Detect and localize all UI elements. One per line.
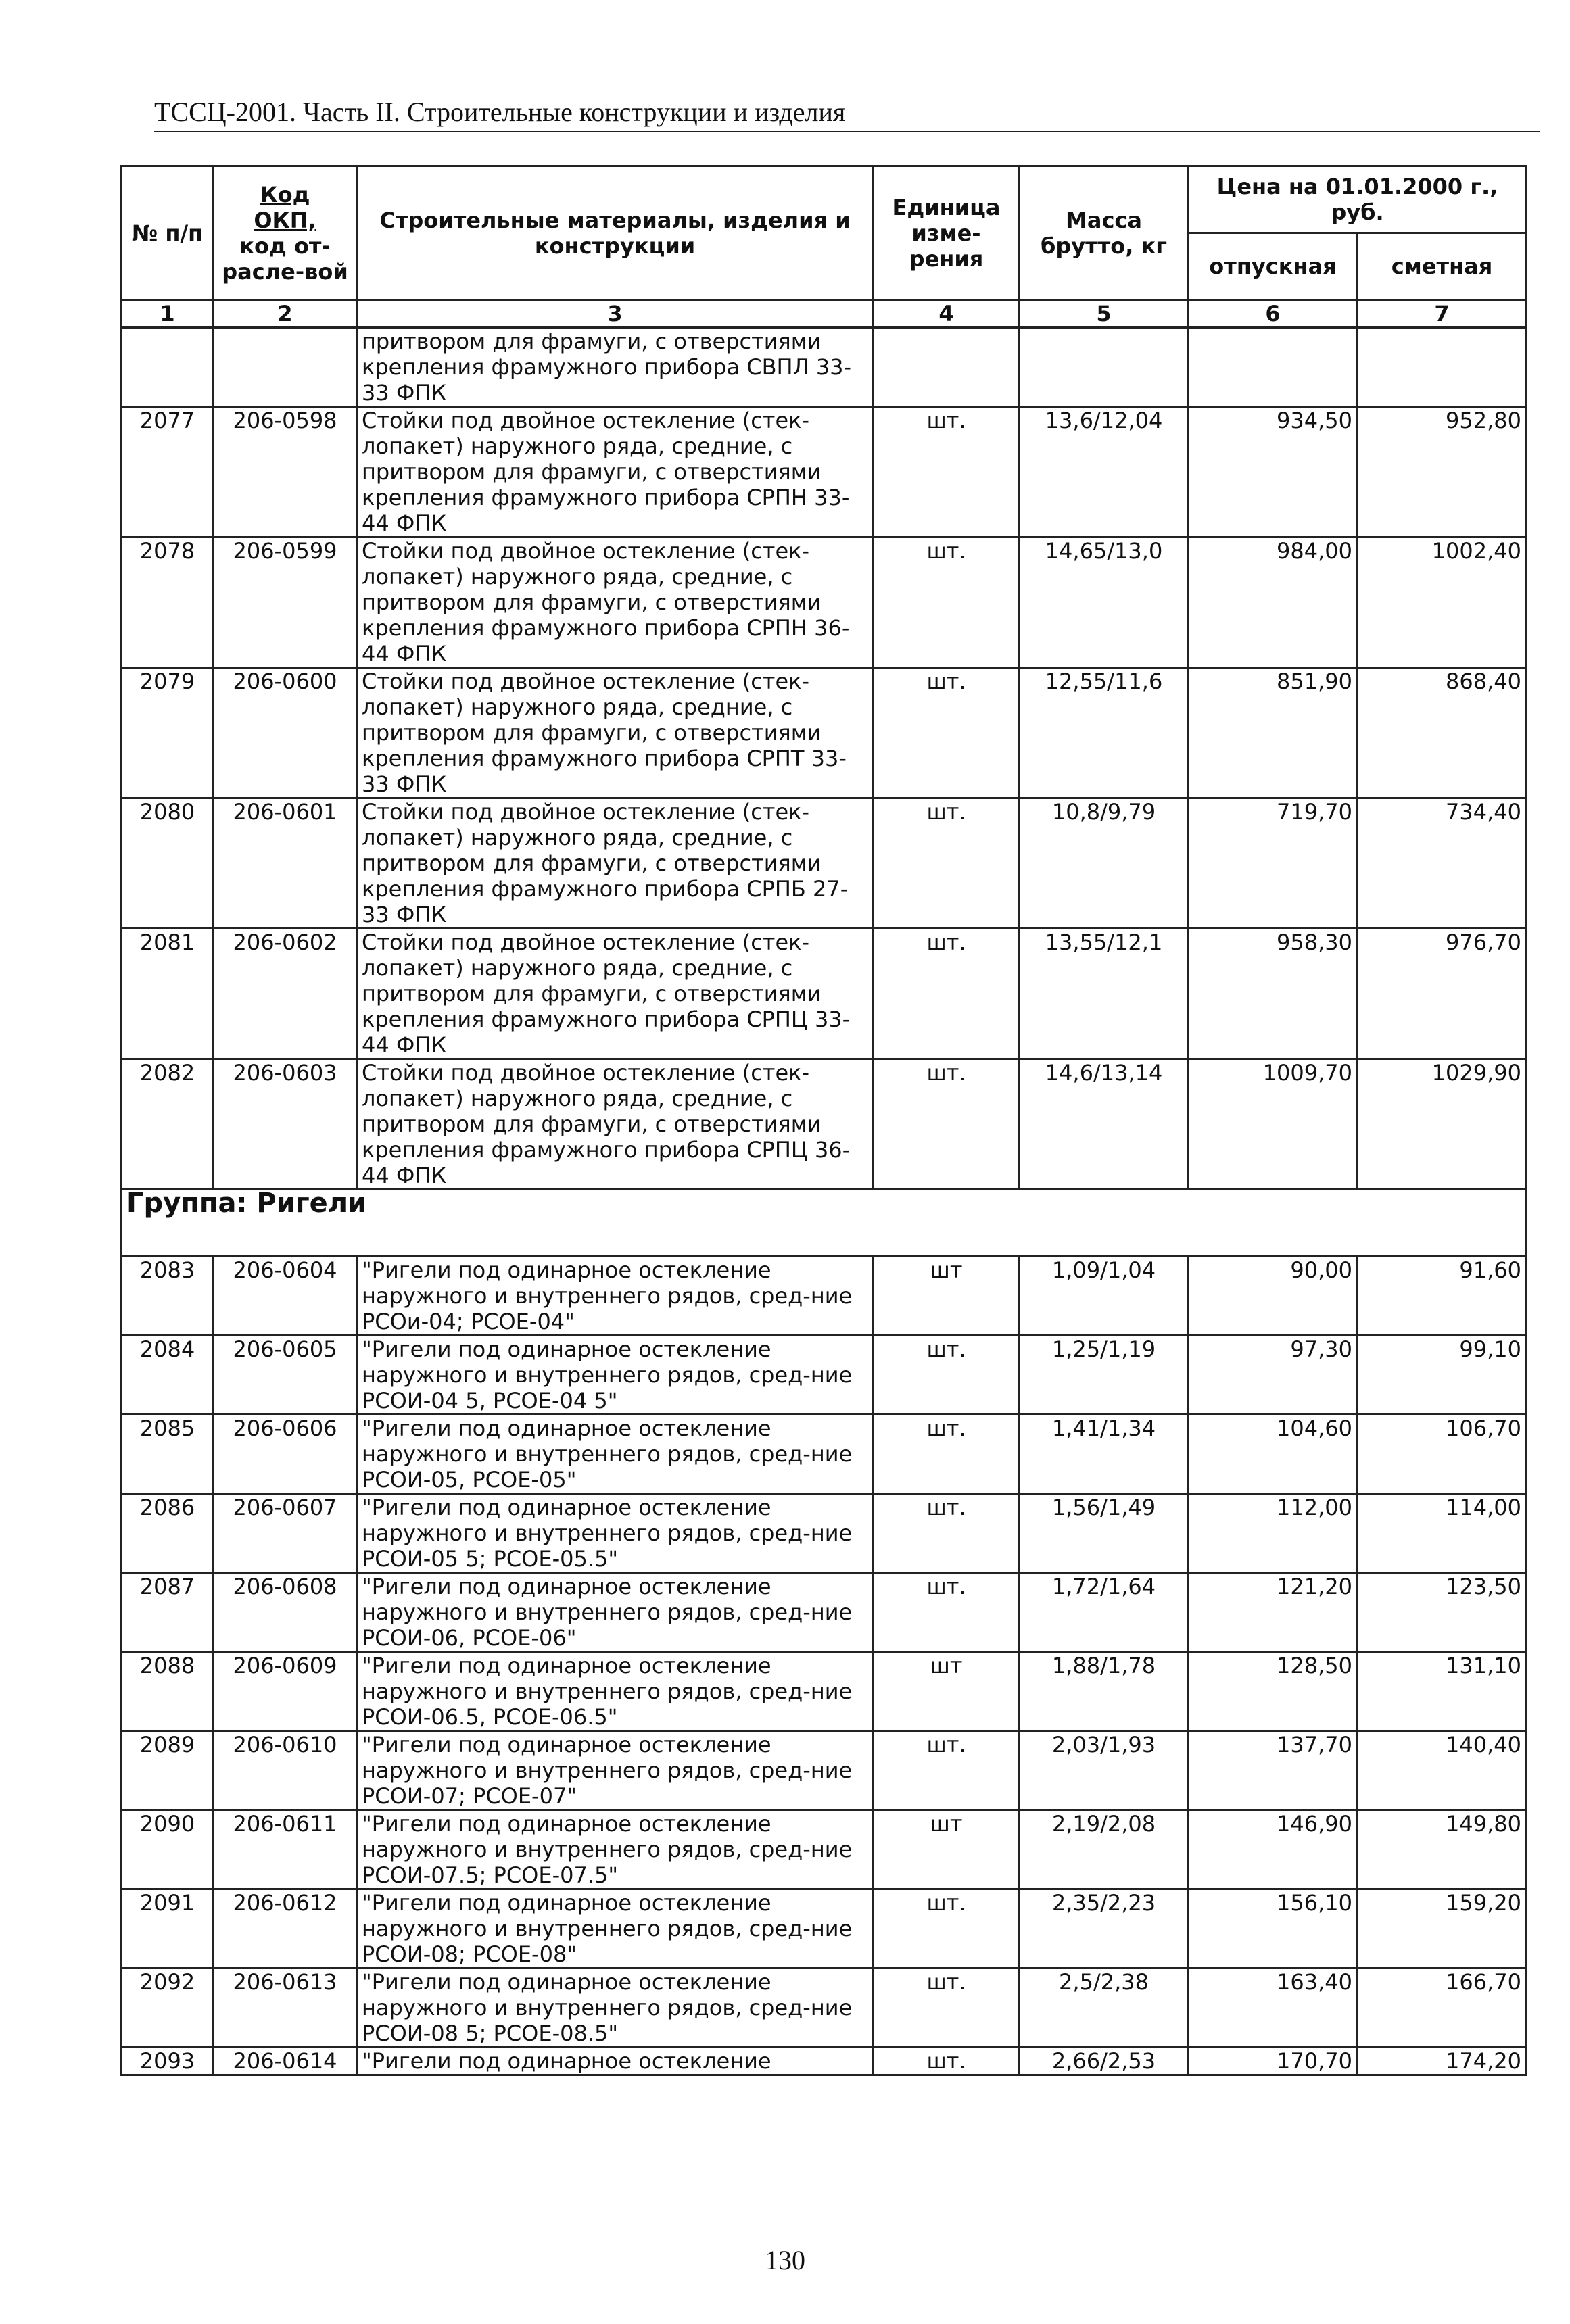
cell-unit: шт. bbox=[874, 1968, 1020, 2048]
cell-unit: шт. bbox=[874, 798, 1020, 929]
cell-desc: Стойки под двойное остекление (стек-лопакет) наружного ряда, средние, с притвором для фрамуги, с отверстиями крепления фрамужного прибора СРПТ 33-33 ФПК bbox=[357, 668, 874, 798]
column-number-row bbox=[122, 300, 1527, 328]
cell-num: 2082 bbox=[122, 1059, 214, 1190]
cell-price-estimate: 868,40 bbox=[1358, 668, 1527, 798]
table-row bbox=[122, 537, 1527, 668]
col-header-code bbox=[214, 166, 357, 300]
cell-mass: 2,03/1,93 bbox=[1020, 1731, 1189, 1810]
cell-num: 2089 bbox=[122, 1731, 214, 1810]
page-number: 130 bbox=[765, 2245, 805, 2275]
col-header-name: Строительные материалы, изделия и конструкции bbox=[357, 166, 874, 300]
cell-price-estimate: 174,20 bbox=[1358, 2048, 1527, 2075]
cell-num: 2093 bbox=[122, 2048, 214, 2075]
cell-price-estimate: 1029,90 bbox=[1358, 1059, 1527, 1190]
cell-unit: шт. bbox=[874, 537, 1020, 668]
stands-rows bbox=[122, 407, 1527, 1190]
cell-unit: шт bbox=[874, 1257, 1020, 1336]
cell-mass: 2,66/2,53 bbox=[1020, 2048, 1189, 2075]
cell-price-release: 97,30 bbox=[1189, 1336, 1358, 1415]
cell-num: 2088 bbox=[122, 1652, 214, 1731]
cell-desc: Стойки под двойное остекление (стек-лопакет) наружного ряда, средние, с притвором для фрамуги, с отверстиями крепления фрамужного прибора СРПЦ 33-44 ФПК bbox=[357, 929, 874, 1059]
cell-code: 206-0609 bbox=[214, 1652, 357, 1731]
cell-desc: "Ригели под одинарное остекление bbox=[357, 2048, 874, 2075]
cell-desc: "Ригели под одинарное остекление наружного и внутреннего рядов, сред-ние РСОи-04; РСОЕ-04" bbox=[357, 1257, 874, 1336]
cell-price-estimate: 114,00 bbox=[1358, 1494, 1527, 1573]
cell-price-release: 112,00 bbox=[1189, 1494, 1358, 1573]
column-number: 3 bbox=[357, 300, 874, 328]
cell-mass: 2,35/2,23 bbox=[1020, 1889, 1189, 1968]
cell-price-release: 170,70 bbox=[1189, 2048, 1358, 2075]
cell-price-estimate: 952,80 bbox=[1358, 407, 1527, 537]
cell-mass: 1,25/1,19 bbox=[1020, 1336, 1189, 1415]
cell-price-release: 137,70 bbox=[1189, 1731, 1358, 1810]
cell-unit: шт. bbox=[874, 407, 1020, 537]
cell-unit bbox=[874, 328, 1020, 407]
crossbar-rows bbox=[122, 1257, 1527, 2075]
cell-num: 2084 bbox=[122, 1336, 214, 1415]
cell-num: 2085 bbox=[122, 1415, 214, 1494]
cell-desc: притвором для фрамуги, с отверстиями крепления фрамужного прибора СВПЛ 33-33 ФПК bbox=[357, 328, 874, 407]
cell-unit: шт bbox=[874, 1810, 1020, 1889]
cell-desc: Стойки под двойное остекление (стек-лопакет) наружного ряда, средние, с притвором для фрамуги, с отверстиями крепления фрамужного прибора СРПН 36-44 ФПК bbox=[357, 537, 874, 668]
cell-code: 206-0604 bbox=[214, 1257, 357, 1336]
cell-unit: шт. bbox=[874, 1415, 1020, 1494]
cell-code: 206-0612 bbox=[214, 1889, 357, 1968]
table-row bbox=[122, 1573, 1527, 1652]
cell-code: 206-0599 bbox=[214, 537, 357, 668]
group-section bbox=[122, 1190, 1527, 1257]
col-header-code-line1: Код bbox=[260, 181, 310, 208]
cell-mass: 2,5/2,38 bbox=[1020, 1968, 1189, 2048]
table-row bbox=[122, 798, 1527, 929]
table-row bbox=[122, 1494, 1527, 1573]
cell-code: 206-0614 bbox=[214, 2048, 357, 2075]
col-header-unit: Единица изме-рения bbox=[874, 166, 1020, 300]
table-row bbox=[122, 1810, 1527, 1889]
cell-code: 206-0610 bbox=[214, 1731, 357, 1810]
cell-code: 206-0603 bbox=[214, 1059, 357, 1190]
cell-desc: "Ригели под одинарное остекление наружного и внутреннего рядов, сред-ние РСОИ-06.5, РСОЕ-06.5" bbox=[357, 1652, 874, 1731]
cell-num bbox=[122, 328, 214, 407]
cell-price-release: 146,90 bbox=[1189, 1810, 1358, 1889]
cell-mass: 14,65/13,0 bbox=[1020, 537, 1189, 668]
cell-mass: 10,8/9,79 bbox=[1020, 798, 1189, 929]
cell-num: 2078 bbox=[122, 537, 214, 668]
cell-price-estimate: 91,60 bbox=[1358, 1257, 1527, 1336]
column-number: 5 bbox=[1020, 300, 1189, 328]
table-row bbox=[122, 1889, 1527, 1968]
table-body bbox=[122, 328, 1527, 407]
cell-mass: 1,56/1,49 bbox=[1020, 1494, 1189, 1573]
cell-unit: шт. bbox=[874, 929, 1020, 1059]
cell-mass: 13,6/12,04 bbox=[1020, 407, 1189, 537]
cell-price-estimate: 131,10 bbox=[1358, 1652, 1527, 1731]
cell-price-estimate: 140,40 bbox=[1358, 1731, 1527, 1810]
cell-desc: "Ригели под одинарное остекление наружного и внутреннего рядов, сред-ние РСОИ-08 5; РСОЕ-08.5" bbox=[357, 1968, 874, 2048]
cell-unit: шт. bbox=[874, 1494, 1020, 1573]
table-row bbox=[122, 1652, 1527, 1731]
cell-code: 206-0602 bbox=[214, 929, 357, 1059]
cell-price-estimate: 99,10 bbox=[1358, 1336, 1527, 1415]
cell-price-release: 104,60 bbox=[1189, 1415, 1358, 1494]
table-row bbox=[122, 1731, 1527, 1810]
page-header bbox=[154, 96, 1540, 132]
table-row bbox=[122, 668, 1527, 798]
cell-unit: шт. bbox=[874, 1059, 1020, 1190]
cell-code bbox=[214, 328, 357, 407]
cell-desc: Стойки под двойное остекление (стек-лопакет) наружного ряда, средние, с притвором для фрамуги, с отверстиями крепления фрамужного прибора СРПН 33-44 ФПК bbox=[357, 407, 874, 537]
cell-price-release: 128,50 bbox=[1189, 1652, 1358, 1731]
cell-price-release: 90,00 bbox=[1189, 1257, 1358, 1336]
cell-num: 2091 bbox=[122, 1889, 214, 1968]
cell-price-estimate bbox=[1358, 328, 1527, 407]
cell-num: 2081 bbox=[122, 929, 214, 1059]
table-row bbox=[122, 1336, 1527, 1415]
cell-price-estimate: 734,40 bbox=[1358, 798, 1527, 929]
cell-price-estimate: 976,70 bbox=[1358, 929, 1527, 1059]
cell-price-estimate: 1002,40 bbox=[1358, 537, 1527, 668]
cell-price-estimate: 123,50 bbox=[1358, 1573, 1527, 1652]
cell-price-release: 851,90 bbox=[1189, 668, 1358, 798]
cell-price-release: 934,50 bbox=[1189, 407, 1358, 537]
cell-price-release: 156,10 bbox=[1189, 1889, 1358, 1968]
cell-mass: 1,09/1,04 bbox=[1020, 1257, 1189, 1336]
col-header-price-release: отпускная bbox=[1189, 233, 1358, 300]
col-header-price: Цена на 01.01.2000 г., руб. bbox=[1189, 166, 1527, 233]
col-header-code-line2: ОКП, bbox=[254, 207, 316, 233]
cell-desc: "Ригели под одинарное остекление наружного и внутреннего рядов, сред-ние РСОИ-05, РСОЕ-05" bbox=[357, 1415, 874, 1494]
cell-price-estimate: 166,70 bbox=[1358, 1968, 1527, 2048]
cell-num: 2079 bbox=[122, 668, 214, 798]
cell-num: 2083 bbox=[122, 1257, 214, 1336]
table-header bbox=[122, 166, 1527, 328]
cell-desc: "Ригели под одинарное остекление наружного и внутреннего рядов, сред-ние РСОИ-05 5; РСОЕ-05.5" bbox=[357, 1494, 874, 1573]
cell-code: 206-0605 bbox=[214, 1336, 357, 1415]
cell-price-estimate: 159,20 bbox=[1358, 1889, 1527, 1968]
cell-price-release: 163,40 bbox=[1189, 1968, 1358, 2048]
cell-mass: 2,19/2,08 bbox=[1020, 1810, 1189, 1889]
column-number: 4 bbox=[874, 300, 1020, 328]
table-row bbox=[122, 1415, 1527, 1494]
table-row bbox=[122, 1968, 1527, 2048]
cell-desc: "Ригели под одинарное остекление наружного и внутреннего рядов, сред-ние РСОИ-07.5; РСОЕ-07.5" bbox=[357, 1810, 874, 1889]
cell-desc: "Ригели под одинарное остекление наружного и внутреннего рядов, сред-ние РСОИ-06, РСОЕ-06" bbox=[357, 1573, 874, 1652]
cell-price-release: 984,00 bbox=[1189, 537, 1358, 668]
column-number: 2 bbox=[214, 300, 357, 328]
table-row bbox=[122, 1059, 1527, 1190]
cell-mass bbox=[1020, 328, 1189, 407]
cell-num: 2077 bbox=[122, 407, 214, 537]
cell-unit: шт. bbox=[874, 1889, 1020, 1968]
col-header-num: № п/п bbox=[122, 166, 214, 300]
price-table bbox=[120, 165, 1527, 2076]
column-number: 1 bbox=[122, 300, 214, 328]
cell-price-release bbox=[1189, 328, 1358, 407]
cell-price-release: 958,30 bbox=[1189, 929, 1358, 1059]
group-row bbox=[122, 1190, 1527, 1257]
group-label: Группа: Ригели bbox=[122, 1190, 1527, 1257]
cell-num: 2087 bbox=[122, 1573, 214, 1652]
cell-code: 206-0600 bbox=[214, 668, 357, 798]
col-header-price-estimate: сметная bbox=[1358, 233, 1527, 300]
cell-code: 206-0598 bbox=[214, 407, 357, 537]
cell-num: 2080 bbox=[122, 798, 214, 929]
cell-unit: шт. bbox=[874, 1573, 1020, 1652]
col-header-mass: Масса брутто, кг bbox=[1020, 166, 1189, 300]
cell-code: 206-0613 bbox=[214, 1968, 357, 2048]
document-title: ТССЦ-2001. Часть II. Строительные конструкции и изделия bbox=[154, 97, 846, 127]
cell-mass: 1,41/1,34 bbox=[1020, 1415, 1189, 1494]
cell-code: 206-0611 bbox=[214, 1810, 357, 1889]
cell-desc: Стойки под двойное остекление (стек-лопакет) наружного ряда, средние, с притвором для фрамуги, с отверстиями крепления фрамужного прибора СРПБ 27-33 ФПК bbox=[357, 798, 874, 929]
cell-price-estimate: 149,80 bbox=[1358, 1810, 1527, 1889]
cell-price-release: 1009,70 bbox=[1189, 1059, 1358, 1190]
cell-code: 206-0606 bbox=[214, 1415, 357, 1494]
cell-num: 2090 bbox=[122, 1810, 214, 1889]
cell-price-release: 719,70 bbox=[1189, 798, 1358, 929]
cell-price-estimate: 106,70 bbox=[1358, 1415, 1527, 1494]
cell-mass: 1,88/1,78 bbox=[1020, 1652, 1189, 1731]
cell-code: 206-0607 bbox=[214, 1494, 357, 1573]
cell-mass: 13,55/12,1 bbox=[1020, 929, 1189, 1059]
cell-desc: "Ригели под одинарное остекление наружного и внутреннего рядов, сред-ние РСОИ-04 5, РСОЕ-04 5" bbox=[357, 1336, 874, 1415]
cell-mass: 12,55/11,6 bbox=[1020, 668, 1189, 798]
cell-desc: "Ригели под одинарное остекление наружного и внутреннего рядов, сред-ние РСОИ-07; РСОЕ-07" bbox=[357, 1731, 874, 1810]
table-row bbox=[122, 407, 1527, 537]
cell-unit: шт. bbox=[874, 2048, 1020, 2075]
cell-mass: 14,6/13,14 bbox=[1020, 1059, 1189, 1190]
table-row bbox=[122, 2048, 1527, 2075]
cell-price-release: 121,20 bbox=[1189, 1573, 1358, 1652]
cell-unit: шт bbox=[874, 1652, 1020, 1731]
cell-unit: шт. bbox=[874, 1731, 1020, 1810]
cell-desc: "Ригели под одинарное остекление наружного и внутреннего рядов, сред-ние РСОИ-08; РСОЕ-08" bbox=[357, 1889, 874, 1968]
col-header-code-rest: код от-расле-вой bbox=[222, 233, 348, 285]
continuation-row bbox=[122, 328, 1527, 407]
table-row bbox=[122, 929, 1527, 1059]
cell-unit: шт. bbox=[874, 668, 1020, 798]
cell-num: 2092 bbox=[122, 1968, 214, 2048]
cell-mass: 1,72/1,64 bbox=[1020, 1573, 1189, 1652]
cell-desc: Стойки под двойное остекление (стек-лопакет) наружного ряда, средние, с притвором для фрамуги, с отверстиями крепления фрамужного прибора СРПЦ 36-44 ФПК bbox=[357, 1059, 874, 1190]
cell-code: 206-0601 bbox=[214, 798, 357, 929]
cell-unit: шт. bbox=[874, 1336, 1020, 1415]
column-number: 6 bbox=[1189, 300, 1358, 328]
table-row bbox=[122, 1257, 1527, 1336]
cell-code: 206-0608 bbox=[214, 1573, 357, 1652]
cell-num: 2086 bbox=[122, 1494, 214, 1573]
column-number: 7 bbox=[1358, 300, 1527, 328]
